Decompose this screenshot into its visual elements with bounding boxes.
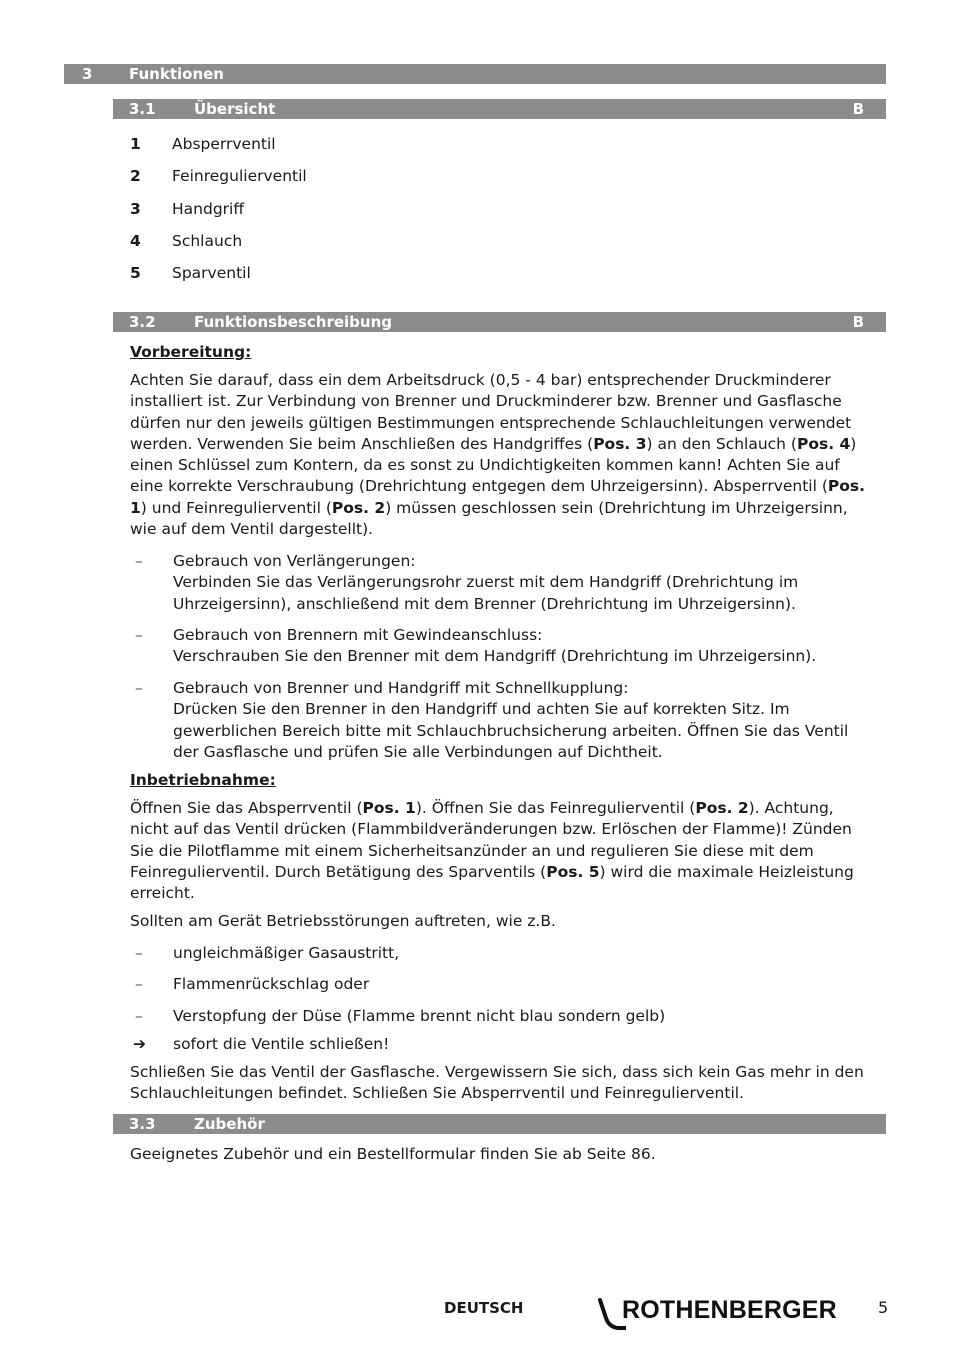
part-number: 2: [130, 167, 141, 185]
pos-ref: Pos. 4: [796, 434, 851, 453]
dash-bullet: –: [135, 626, 143, 644]
pos-ref: Pos. 2: [331, 498, 386, 517]
section-tag: B: [852, 313, 864, 331]
part-number: 3: [130, 200, 141, 218]
part-label: Feinregulierventil: [172, 167, 307, 185]
part-label: Handgriff: [172, 200, 245, 218]
section-title: Funktionsbeschreibung: [194, 313, 393, 331]
text-run: ) wird die maximale Heizleistung erreicht.: [130, 862, 854, 903]
text-run: ) müssen geschlossen sein (Drehrichtung im Uhrzeigersinn, wie auf dem Ventil dargestellt).: [130, 498, 848, 539]
pos-ref: Pos. 3: [593, 434, 647, 453]
part-number: 1: [130, 135, 141, 153]
part-number: 4: [130, 232, 141, 250]
list-item-title: Gebrauch von Brennern mit Gewindeanschluss:: [173, 626, 543, 644]
list-item-text: Flammenrückschlag oder: [173, 975, 370, 993]
closing-paragraph: Schließen Sie das Ventil der Gasflasche. Vergewissern Sie sich, dass sich kein Gas mehr in den Schlauchleitungen befindet. Schließen Sie Absperrventil und Feinregulierventil.: [130, 1063, 864, 1103]
accessories-paragraph: Geeignetes Zubehör und ein Bestellformular finden Sie ab Seite 86.: [130, 1145, 656, 1163]
brand-logo: [596, 1296, 836, 1332]
list-item-text: Verbinden Sie das Verlängerungsrohr zuerst mit dem Handgriff (Drehrichtung im Uhrzeigersinn), anschließend mit dem Brenner (Drehrichtung im Uhrzeigersinn).: [173, 573, 799, 613]
dash-bullet: –: [135, 679, 143, 697]
pos-ref: Pos. 2: [695, 799, 749, 817]
dash-bullet: –: [135, 1007, 143, 1025]
section-title: Übersicht: [194, 100, 276, 118]
preparation-paragraph: [130, 370, 870, 540]
part-label: Absperrventil: [172, 135, 276, 153]
list-item-content: [173, 678, 873, 763]
startup-paragraph: [130, 798, 870, 904]
text-run: ) und Feinregulierventil (: [140, 498, 332, 517]
section-number: 3.2: [129, 313, 156, 331]
dash-bullet: –: [135, 552, 143, 570]
startup-heading: Inbetriebnahme:: [130, 771, 276, 789]
section-number: 3.1: [129, 100, 156, 118]
pos-ref: Pos. 1: [362, 799, 416, 817]
list-item-title: Gebrauch von Brenner und Handgriff mit Schnellkupplung:: [173, 679, 629, 697]
section-3-header: [64, 64, 886, 84]
section-3-3-header: [113, 1114, 886, 1134]
list-item-text: ungleichmäßiger Gasaustritt,: [173, 944, 400, 962]
section-3-2-header: [113, 312, 886, 332]
text-run: Achten Sie darauf, dass ein dem Arbeitsdruck (0,5 - 4 bar) entsprechender Druckminderer installiert ist. Zur Verbindung von Brenner und Druckminderer bzw. Brenner und Gasflasche dürfen nur den jeweils gültigen Bestimmungen entsprechende Schlauchleitungen verwendet werden. Verwenden Sie beim Anschließen des Handgriffes (: [130, 371, 852, 453]
list-item-content: [173, 625, 873, 668]
brand-name: ROTHENBERGER: [622, 1296, 837, 1324]
section-tag: B: [852, 100, 864, 118]
list-item-text: Drücken Sie den Brenner in den Handgriff und achten Sie auf korrekten Sitz. Im gewerblichen Bereich bitte mit Schlauchbruchsicherung arbeiten. Öffnen Sie das Ventil der Gasflasche und prüfen Sie alle Verbindungen auf Dichtheit.: [173, 700, 849, 761]
part-label: Sparventil: [172, 264, 251, 282]
footer-language: DEUTSCH: [444, 1299, 524, 1317]
pos-ref: Pos. 5: [546, 862, 600, 881]
pos-ref: Pos. 1: [130, 477, 866, 517]
text-run: ) an den Schlauch (: [646, 434, 797, 453]
page-number: 5: [878, 1298, 889, 1317]
dash-bullet: –: [135, 944, 143, 962]
text-run: ). Achtung, nicht auf das Ventil drücken (Flammbildveränderungen bzw. Erlöschen der Flamme)! Zünden Sie die Pilotflamme mit einem Sicherheitsanzünder an und regulieren Sie diese mit dem Feinregulierventil. Durch Betätigung des Sparventils (: [130, 799, 852, 881]
part-label: Schlauch: [172, 232, 243, 250]
preparation-heading: Vorbereitung:: [130, 343, 252, 361]
list-item-title: Gebrauch von Verlängerungen:: [173, 552, 416, 570]
section-title: Zubehör: [194, 1115, 265, 1133]
text-run: ) einen Schlüssel zum Kontern, da es sonst zu Undichtigkeiten kommen kann! Achten Sie auf eine korrekte Verschraubung (Drehrichtung entgegen dem Uhrzeigersinn). Absperrventil (: [130, 434, 857, 496]
fault-intro: Sollten am Gerät Betriebsstörungen auftreten, wie z.B.: [130, 912, 556, 930]
text-run: Öffnen Sie das Absperrventil (: [130, 799, 363, 817]
dash-bullet: –: [135, 975, 143, 993]
list-item-text: Verstopfung der Düse (Flamme brennt nicht blau sondern gelb): [173, 1007, 666, 1025]
section-3-1-header: [113, 99, 886, 119]
section-title: Funktionen: [129, 65, 224, 83]
list-item-content: [173, 551, 873, 615]
action-text: sofort die Ventile schließen!: [173, 1035, 390, 1053]
text-run: ). Öffnen Sie das Feinregulierventil (: [415, 799, 696, 817]
section-number: 3: [82, 65, 93, 83]
part-number: 5: [130, 264, 141, 282]
arrow-right-icon: ➔: [133, 1035, 146, 1053]
section-number: 3.3: [129, 1115, 156, 1133]
list-item-text: Verschrauben Sie den Brenner mit dem Handgriff (Drehrichtung im Uhrzeigersinn).: [173, 647, 817, 666]
